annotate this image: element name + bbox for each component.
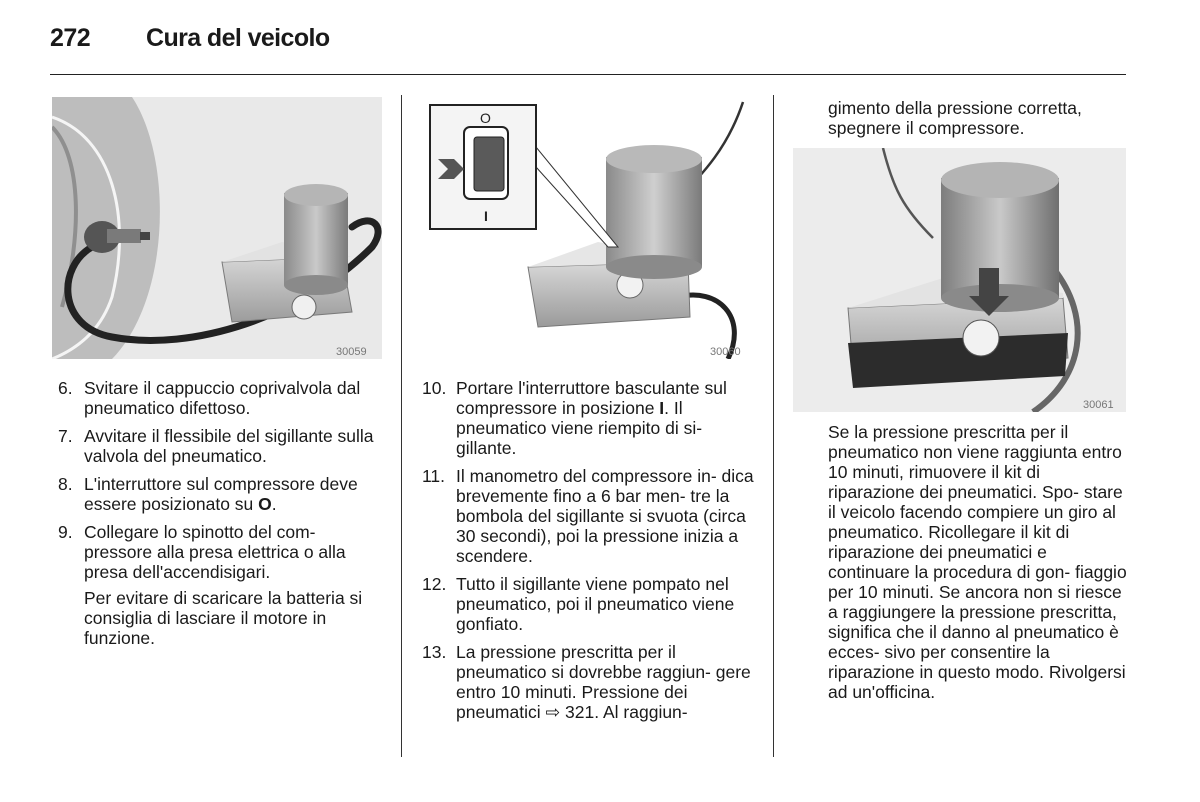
step-number: 12. [422, 574, 447, 594]
body-paragraph: Se la pressione prescritta per il pneumatico non viene raggiunta entro 10 minuti, rimuovere il kit di riparazione dei pneumatici. Spo- stare il veicolo facendo compiere un giro al pneumatico. Ricollegare il kit di riparazione dei pneumatici e continuare la procedura di gon- fiaggio per 10 minuti. Se ancora non si riesce a raggiungere la pressione prescritta, significa che il danno al pneumatico è ecces- sivo per consentire la riparazione in questo modo. Rivolgersi ad un'officina. [828, 422, 1127, 702]
step-8 [58, 474, 388, 514]
step-text: Svitare il cappuccio coprivalvola dal pneumatico difettoso. [84, 378, 361, 418]
step-text: Collegare lo spinotto del com- pressore alla presa elettrica o alla presa dell'accendisigari. [84, 522, 346, 582]
switch-on-symbol: I [659, 398, 665, 418]
step-note: Per evitare di scaricare la batteria si consiglia di lasciare il motore in funzione. [84, 588, 363, 648]
step-text: Portare l'interruttore basculante sul compressore in posizione I. Il pneumatico viene riempito di si- gillante. [456, 378, 727, 458]
figure-30059 [52, 97, 382, 359]
header-rule [50, 74, 1126, 75]
step-text: L'interruttore sul compressore deve essere posizionato su O. [84, 474, 358, 514]
step-text: Avvitare il flessibile del sigillante sulla valvola del pneumatico. [84, 426, 374, 466]
compressor-switch-illustration [418, 97, 754, 359]
page-number: 272 [50, 24, 91, 52]
page-header [50, 24, 1126, 60]
figure-30060 [418, 97, 754, 359]
step-number: 11. [422, 466, 446, 486]
step-12 [422, 574, 758, 634]
step-number: 7. [58, 426, 73, 446]
step-number: 13. [422, 642, 447, 662]
step-number: 10. [422, 378, 447, 398]
step-9 [58, 522, 388, 648]
step-6 [58, 378, 388, 418]
step-11 [422, 466, 758, 566]
column2-step-list [422, 378, 758, 730]
switch-off-symbol: O [258, 494, 272, 514]
figure-number: 30060 [710, 346, 741, 358]
step-7 [58, 426, 388, 466]
tire-valve-compressor-illustration [52, 97, 382, 359]
column1-step-list [58, 378, 388, 656]
step-number: 8. [58, 474, 73, 494]
figure-number: 30059 [336, 346, 367, 358]
figure-30061 [793, 148, 1126, 412]
step-13 [422, 642, 758, 722]
switch-off-label: O [480, 110, 491, 126]
column-divider-left [401, 95, 402, 757]
switch-on-label: I [484, 208, 488, 224]
step-text: Il manometro del compressore in- dica brevemente fino a 6 bar men- tre la bombola del sigillante si svuota (circa 30 secondi), poi la pressione inizia a scendere. [456, 466, 754, 566]
compressor-button-illustration [793, 148, 1126, 412]
step-number: 6. [58, 378, 73, 398]
step-number: 9. [58, 522, 73, 542]
column-divider-right [773, 95, 774, 757]
continuation-text: gimento della pressione corretta, spegnere il compressore. [828, 98, 1082, 138]
step-10 [422, 378, 758, 458]
figure-number: 30061 [1083, 399, 1114, 411]
page-title: Cura del veicolo [146, 24, 330, 52]
step-text: Tutto il sigillante viene pompato nel pneumatico, poi il pneumatico viene gonfiato. [456, 574, 735, 634]
page-reference-arrow-icon: ⇨ [545, 702, 561, 722]
step-text: La pressione prescritta per il pneumatico si dovrebbe raggiun- gere entro 10 minuti. Pressione dei pneumatici ⇨ 321. Al raggiun- [456, 642, 751, 722]
